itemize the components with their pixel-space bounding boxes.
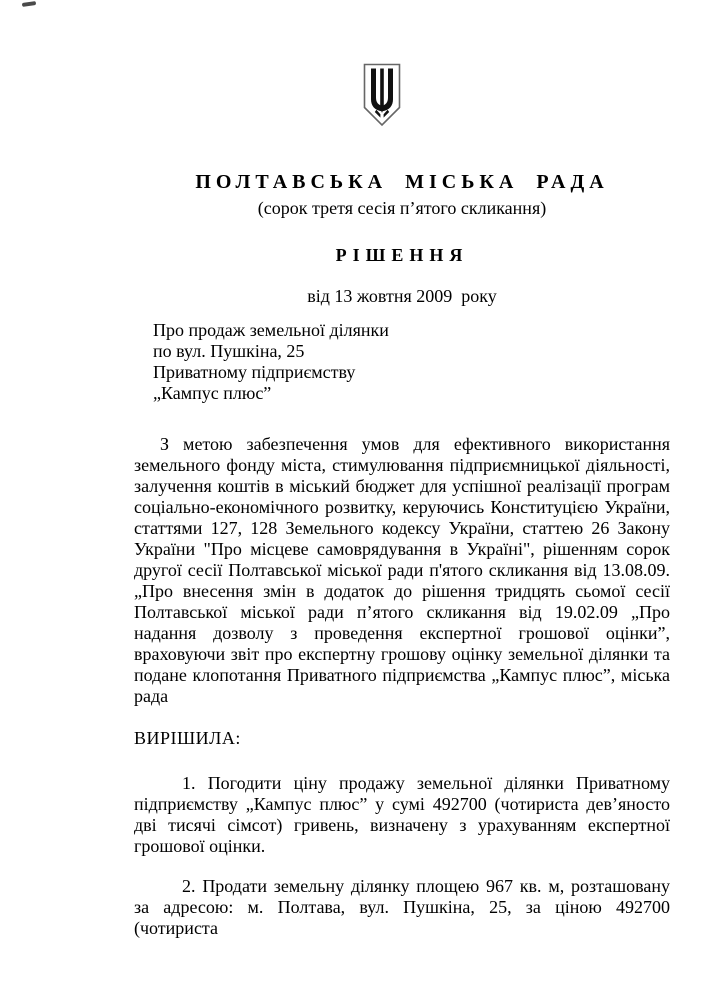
resolution-word: ВИРІШИЛА: xyxy=(134,728,241,748)
subject-line-3: Приватному підприємству xyxy=(153,362,356,382)
date-line: від 13 жовтня 2009 року xyxy=(307,286,497,306)
scan-artifact xyxy=(22,1,36,7)
subject-line-2: по вул. Пушкіна, 25 xyxy=(153,341,305,361)
page-title: ПОЛТАВСЬКА МІСЬКА РАДА xyxy=(195,171,609,193)
decision-heading: РІШЕННЯ xyxy=(335,245,469,265)
subject-line-1: Про продаж земельної ділянки xyxy=(153,320,389,340)
session-subtitle: (сорок третя сесія п’ятого скликання) xyxy=(257,198,547,218)
preamble-paragraph: З метою забезпечення умов для ефективного використання земельного фонду міста, стимулювання підприємницької діяльності, залучення коштів в міський бюджет для успішної реалізації програм соціально-економічного розвитку, керуючись Конституцією України, статтями 127, 128 Земельного кодексу України, статтею 26 Закону України "Про місцеве самоврядування в Україні", рішенням сорок другої сесії Полтавської міської ради п'ятого скликання від 13.08.09. „Про внесення змін в додаток до рішення тридцять сьомої сесії Полтавської міської ради п’ятого скликання від 19.02.09 „Про надання дозволу з проведення експертної грошової оцінки”, враховуючи звіт про експертну грошову оцінку земельної ділянки та подане клопотання Приватного підприємства „Кампус плюс”, міська рада xyxy=(134,434,670,706)
resolution-item-2: 2. Продати земельну ділянку площею 967 кв. м, розташовану за адресою: м. Полтава, вул. Пушкіна, 25, за ціною 492700 (чотириста xyxy=(134,876,670,938)
ukraine-trident-emblem xyxy=(363,63,401,127)
subject-block xyxy=(153,320,670,404)
resolution-item-1: 1. Погодити ціну продажу земельної ділянки Приватному підприємству „Кампус плюс” у сумі 492700 (чотириста дев’яносто дві тисячі сімсот) гривень, визначену з урахуванням експертної грошової оцінки. xyxy=(134,773,670,856)
document-content xyxy=(134,0,670,939)
subject-line-4: „Кампус плюс” xyxy=(153,383,272,403)
